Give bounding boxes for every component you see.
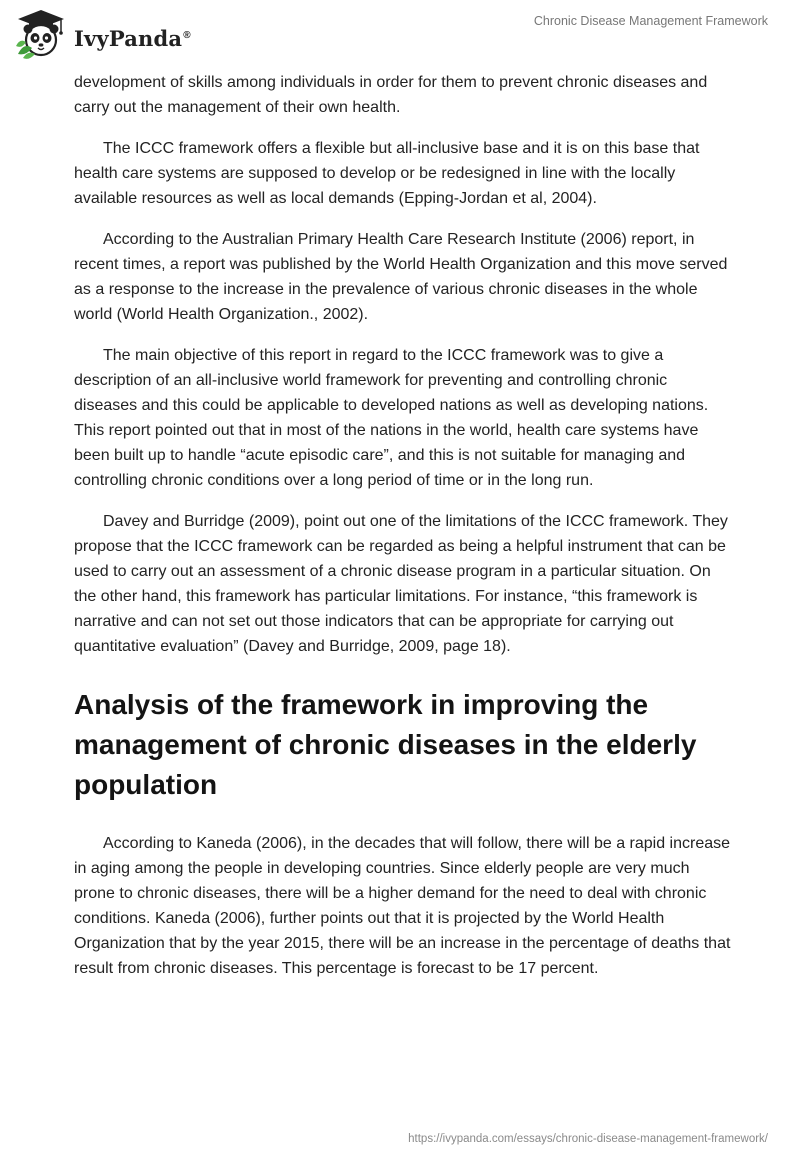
ivypanda-logo[interactable] xyxy=(14,8,191,60)
essay-content xyxy=(74,70,734,997)
section-heading: Analysis of the framework in improving the management of chronic diseases in the elderly population xyxy=(74,689,697,800)
panda-graduate-logo-icon xyxy=(14,8,68,60)
paragraph: According to the Australian Primary Health Care Research Institute (2006) report, in recent times, a report was published by the World Health Organization and this move served as a response to the increase in the prevalence of various chronic diseases in the whole world (World Health Organization., 2002). xyxy=(74,231,728,323)
page-header xyxy=(0,0,800,64)
paragraph: Davey and Burridge (2009), point out one of the limitations of the ICCC framework. They propose that the ICCC framework can be regarded as being a helpful instrument that can be used to carry out an assessment of a chronic disease program in a particular situation. On the other hand, this framework has particular limitations. For instance, “this framework is narrative and can not set out those indicators that can be appropriate for carrying out quantitative evaluation” (Davey and Burridge, 2009, page 18). xyxy=(74,513,728,655)
paragraph: The main objective of this report in regard to the ICCC framework was to give a description of an all-inclusive world framework for preventing and controlling chronic diseases and this could be applicable to developed nations as well as developing nations. This report pointed out that in most of the nations in the world, health care systems have been built up to handle “acute episodic care”, and this is not suitable for managing and controlling chronic conditions over a long period of time or in the long run. xyxy=(74,347,709,489)
document-title: Chronic Disease Management Framework xyxy=(533,14,768,28)
source-url[interactable]: https://ivypanda.com/essays/chronic-disease-management-framework/ xyxy=(408,1133,768,1145)
logo-wordmark: IvyPanda® xyxy=(74,25,191,51)
paragraph: The ICCC framework offers a flexible but all-inclusive base and it is on this base that health care systems are supposed to develop or be redesigned in line with the locally available resources as well as local demands (Epping-Jordan et al, 2004). xyxy=(74,140,700,207)
paragraph: According to Kaneda (2006), in the decades that will follow, there will be a rapid increase in aging among the people in developing countries. Since elderly people are very much prone to chronic diseases, there will be a higher demand for the need to deal with chronic conditions. Kaneda (2006), further points out that it is projected by the World Health Organization that by the year 2015, there will be an increase in the percentage of deaths that result from chronic diseases. This percentage is forecast to be 17 percent. xyxy=(74,835,731,977)
paragraph: development of skills among individuals in order for them to prevent chronic diseases and carry out the management of their own health. xyxy=(74,74,708,116)
